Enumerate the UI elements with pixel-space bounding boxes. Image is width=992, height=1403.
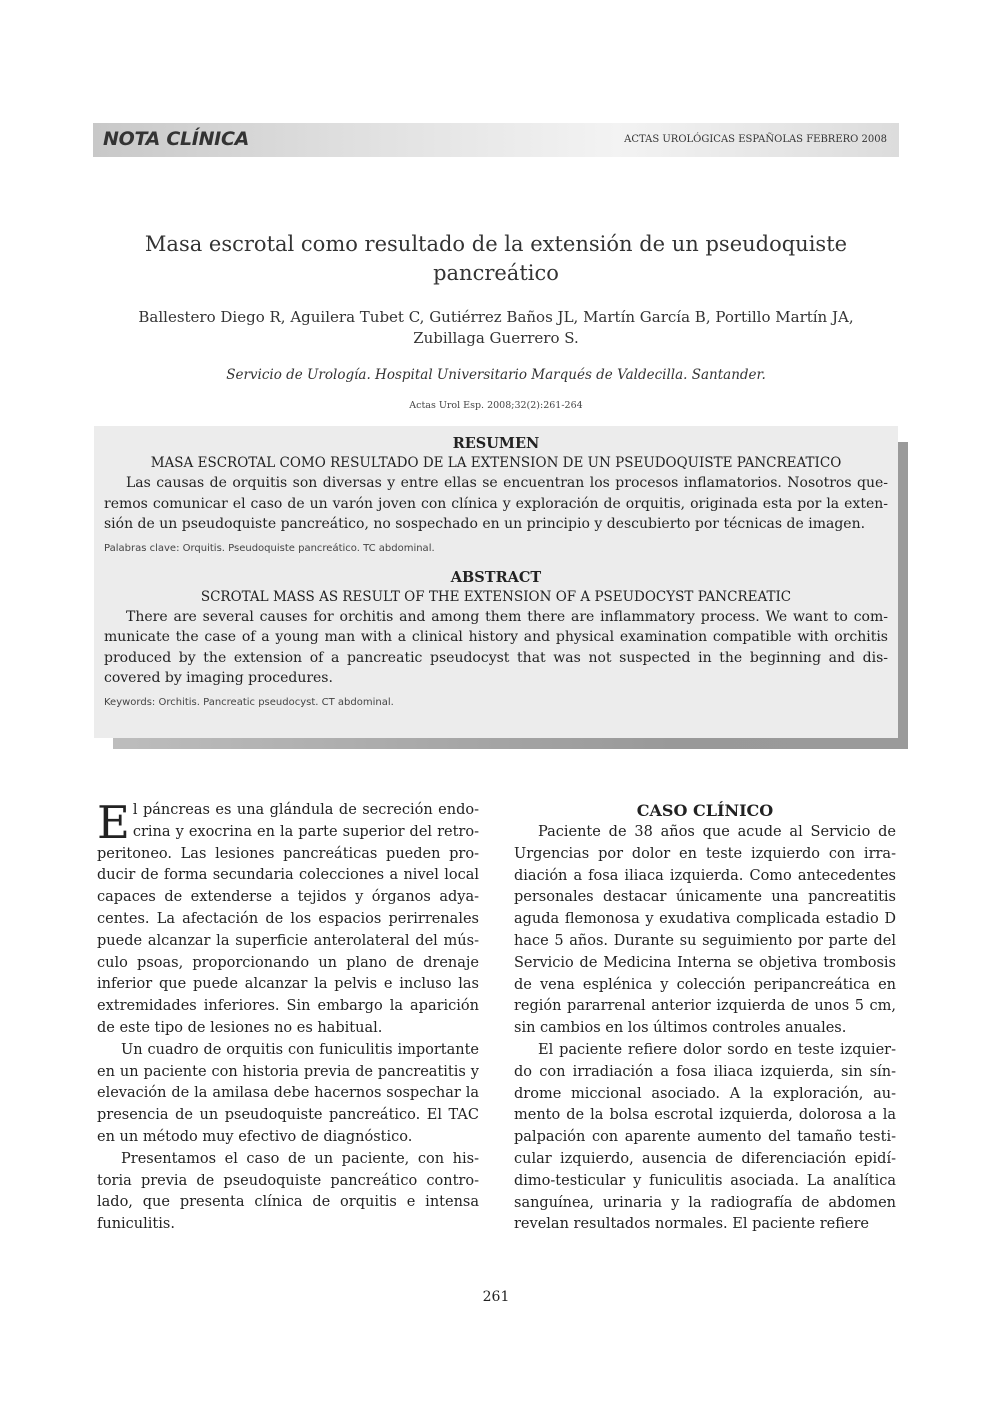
case-paragraph: El paciente refiere dolor sordo en teste izquierdo con irradiación a fosa iliaca izquierda, sin síndrome miccional asociado. A la exploración, aumento de la bolsa escrotal izquierda, dolorosa a la palpación con aparente aumento del tamaño testicular izquierdo, ausencia de diferenciación epidídimo-testicular y funiculitis asociada. La analítica sanguínea, urinaria y la radiografía de abdomen revelan resultados normales. El paciente refiere bbox=[514, 1041, 896, 1233]
resumen-subtitle: MASA ESCROTAL COMO RESULTADO DE LA EXTENSION DE UN PSEUDOQUISTE PANCREATICO bbox=[150, 455, 842, 471]
affiliation: Servicio de Urología. Hospital Universitario Marqués de Valdecilla. Santander. bbox=[226, 367, 766, 383]
case-heading: CASO CLÍNICO bbox=[636, 801, 774, 820]
citation: Actas Urol Esp. 2008;32(2):261-264 bbox=[409, 400, 583, 411]
resumen-keywords: Palabras clave: Orquitis. Pseudoquiste pancreático. TC abdominal. bbox=[104, 542, 435, 554]
abstract-box bbox=[94, 426, 898, 738]
article-title bbox=[100, 230, 892, 288]
page-number: 261 bbox=[482, 1289, 510, 1305]
abstract-keywords: Keywords: Orchitis. Pancreatic pseudocyst. CT abdominal. bbox=[104, 696, 394, 708]
resumen-heading: RESUMEN bbox=[452, 435, 540, 452]
abstract-body: There are several causes for orchitis and among them there are inflammatory process. We want to communicate the case of a young man with a clinical history and physical examination compatible with orchitis produced by the extension of a pancreatic pseudocyst that was not suspected in the beginning and discovered by imaging procedures. bbox=[104, 608, 888, 686]
title-line: Masa escrotal como resultado de la extensión de un pseudoquiste bbox=[144, 232, 848, 256]
title-line: pancreático bbox=[433, 261, 559, 285]
resumen-body: Las causas de orquitis son diversas y entre ellas se encuentran los procesos inflamatorios. Nosotros queremos comunicar el caso de un varón joven con clínica y exploración de orquitis, originada esta por la extensión de un pseudoquiste pancreático, no sospechado en un principio y descubierto por técnicas de imagen. bbox=[104, 475, 888, 532]
intro-paragraph-text: l páncreas es una glándula de secreción endocrina y exocrina en la parte superior del retroperitoneo. Las lesiones pancreáticas pueden producir de forma secundaria colecciones a nivel local capaces de extenderse a tejidos y órganos adyacentes. La afectación de los espacios perirrenales puede alcanzar la superficie anterolateral del músculo psoas, proporcionando un plano de drenaje inferior que puede alcanzar la pelvis e incluso las extremidades inferiores. Sin embargo la aparición de este tipo de lesiones no es habitual. bbox=[97, 802, 479, 1036]
journal-running-header: ACTAS UROLÓGICAS ESPAÑOLAS FEBRERO 2008 bbox=[624, 134, 887, 145]
drop-cap: E bbox=[97, 796, 130, 849]
intro-paragraph: Presentamos el caso de un paciente, con historia previa de pseudoquiste pancreático controlado, que presenta clínica de orquitis e intensa funiculitis. bbox=[97, 1150, 479, 1233]
section-header-band bbox=[93, 123, 899, 157]
section-label: NOTA CLÍNICA bbox=[103, 128, 249, 150]
intro-paragraph: Un cuadro de orquitis con funiculitis importante en un paciente con historia previa de pancreatitis y elevación de la amilasa debe hacernos sospechar la presencia de un pseudoquiste pancreático. El TAC en un método muy efectivo de diagnóstico. bbox=[97, 1041, 479, 1145]
author-list bbox=[100, 307, 892, 349]
abstract-heading: ABSTRACT bbox=[450, 568, 542, 586]
authors-line: Ballestero Diego R, Aguilera Tubet C, Gutiérrez Baños JL, Martín García B, Portillo Martín JA, bbox=[138, 308, 854, 326]
case-paragraph: Paciente de 38 años que acude al Servicio de Urgencias por dolor en teste izquierdo con irradiación a fosa iliaca izquierda. Como antecedentes personales destacar únicamente una pancreatitis aguda flemonosa y exudativa complicada estadio D hace 5 años. Durante su seguimiento por parte del Servicio de Medicina Interna se objetiva trombosis de vena esplénica y colección peripancreática en región pararrenal anterior izquierda de unos 5 cm, sin cambios en los últimos controles anuales. bbox=[514, 824, 896, 1037]
intro-paragraph bbox=[97, 796, 479, 1040]
authors-line: Zubillaga Guerrero S. bbox=[413, 329, 579, 347]
left-column bbox=[97, 796, 479, 1236]
abstract-subtitle: SCROTAL MASS AS RESULT OF THE EXTENSION OF A PSEUDOCYST PANCREATIC bbox=[200, 588, 792, 605]
right-column bbox=[514, 800, 896, 1236]
